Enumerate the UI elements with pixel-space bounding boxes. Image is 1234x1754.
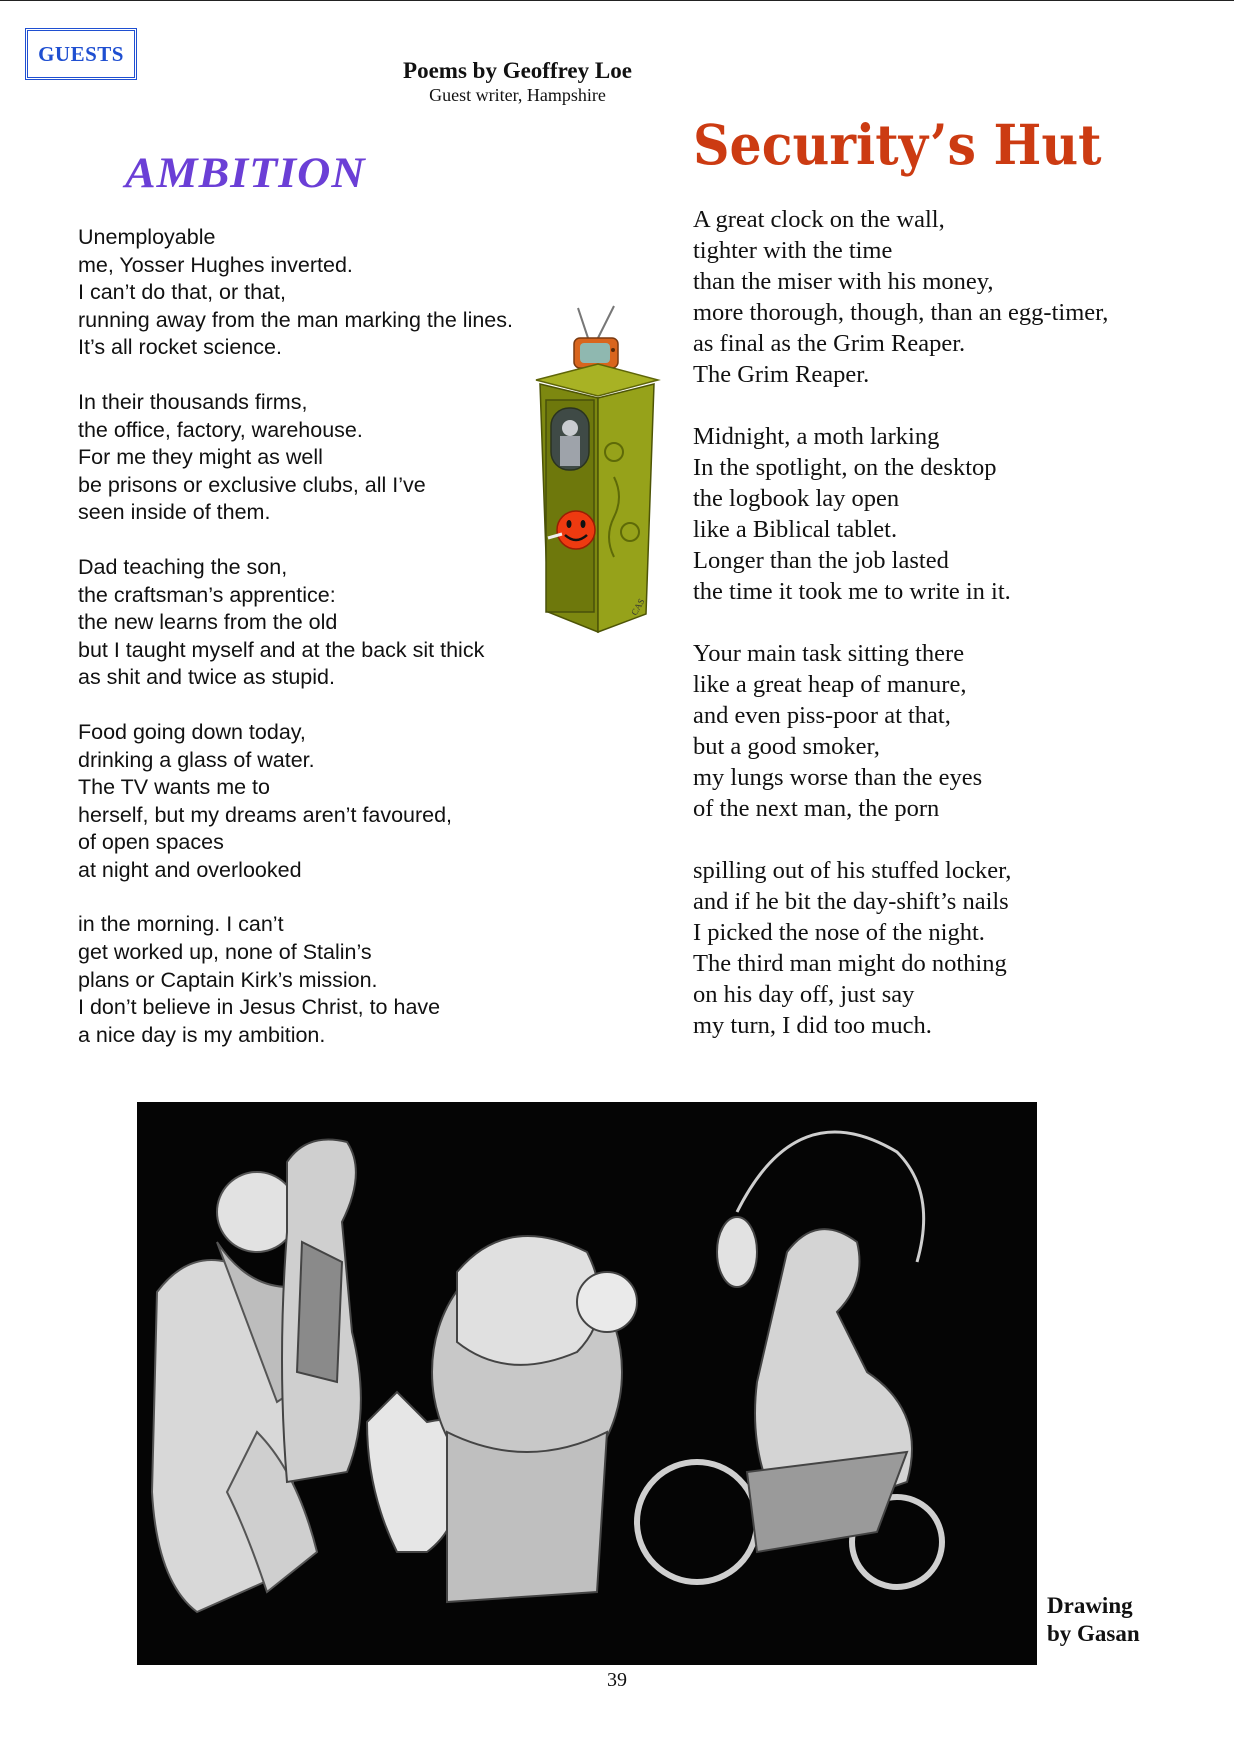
poem-line: of the next man, the porn	[693, 795, 940, 822]
poem-line: than the miser with his money,	[693, 268, 994, 295]
security-hut-illustration	[518, 302, 676, 637]
poem-line: Your main task sitting there	[693, 640, 965, 667]
page-number: 39	[607, 1669, 627, 1691]
poem-line: the time it took me to write in it.	[693, 578, 1011, 605]
poem-line: The Grim Reaper.	[693, 361, 870, 388]
poem-line: For me they might as well	[78, 445, 323, 470]
drawing-credit	[1047, 1592, 1140, 1648]
poem-line: Food going down today,	[78, 719, 306, 744]
poem-line: on his day off, just say	[693, 981, 915, 1008]
poem-line: The third man might do nothing	[693, 950, 1007, 977]
poem-line: It’s all rocket science.	[78, 335, 282, 360]
section-label: GUESTS	[38, 41, 124, 66]
poem-line: and even piss-poor at that,	[693, 702, 951, 729]
poem-line: Midnight, a moth larking	[693, 423, 940, 450]
poem-line: like a great heap of manure,	[693, 671, 967, 698]
poem-line: my turn, I did too much.	[693, 1012, 932, 1039]
poem-line: seen inside of them.	[78, 500, 271, 525]
standing-woman	[282, 1140, 361, 1483]
credit-line: by Gasan	[1047, 1621, 1140, 1646]
byline	[355, 58, 680, 106]
stanza	[78, 554, 558, 692]
poem-line: Unemployable	[78, 225, 216, 249]
poem-line: get worked up, none of Stalin’s	[78, 940, 372, 965]
stanza	[78, 719, 558, 885]
credit-line: Drawing	[1047, 1593, 1133, 1618]
tv-icon	[574, 306, 618, 368]
poem-line: as final as the Grim Reaper.	[693, 330, 966, 357]
poem-line: in the morning. I can’t	[78, 912, 284, 937]
poem-line: In their thousands firms,	[78, 389, 308, 414]
poem-line: the logbook lay open	[693, 485, 900, 512]
poem-title-ambition: AMBITION	[125, 148, 366, 197]
poem-line: I picked the nose of the night.	[693, 919, 985, 946]
poem-line: a nice day is my ambition.	[78, 1022, 326, 1047]
poem-line: the new learns from the old	[78, 610, 338, 635]
poem-ambition	[78, 224, 558, 1076]
poem-line: my lungs worse than the eyes	[693, 764, 983, 791]
poem-line: at night and overlooked	[78, 857, 302, 882]
poem-security-hut	[693, 204, 1173, 1072]
stanza	[693, 638, 1173, 824]
poem-line: and if he bit the day-shift’s nails	[693, 888, 1009, 915]
section-badge	[25, 28, 137, 80]
poem-line: like a Biblical tablet.	[693, 516, 898, 543]
poem-line: plans or Captain Kirk’s mission.	[78, 967, 378, 992]
hut-body	[536, 364, 658, 632]
poem-line: I don’t believe in Jesus Christ, to have	[78, 995, 441, 1020]
poem-line: running away from the man marking the lines.	[78, 307, 513, 332]
poem-line: I can’t do that, or that,	[78, 280, 286, 305]
poem-line: but I taught myself and at the back sit thick	[78, 637, 485, 662]
stanza	[78, 224, 558, 362]
poem-line: herself, but my dreams aren’t favoured,	[78, 802, 453, 827]
stanza	[693, 204, 1173, 390]
poem-line: of open spaces	[78, 830, 224, 855]
poem-line: be prisons or exclusive clubs, all I’ve	[78, 472, 426, 497]
poem-line: but a good smoker,	[693, 733, 880, 760]
top-rule	[0, 0, 1234, 1]
poem-line: the office, factory, warehouse.	[78, 417, 363, 442]
byline-title: Poems by Geoffrey Loe	[403, 58, 632, 83]
poem-line: spilling out of his stuffed locker,	[693, 857, 1012, 884]
poem-line: drinking a glass of water.	[78, 747, 315, 772]
poem-line: as shit and twice as stupid.	[78, 665, 335, 690]
stanza	[78, 389, 558, 527]
poem-line: In the spotlight, on the desktop	[693, 454, 997, 481]
poem-title-security-hut: Security’s Hut	[693, 112, 1102, 177]
poem-line: The TV wants me to	[78, 775, 270, 800]
stanza	[693, 855, 1173, 1041]
byline-subtitle: Guest writer, Hampshire	[429, 85, 606, 105]
poem-line: tighter with the time	[693, 237, 893, 264]
poem-line: me, Yosser Hughes inverted.	[78, 252, 353, 277]
drawing-artwork	[137, 1102, 1037, 1665]
poem-line: Longer than the job lasted	[693, 547, 949, 574]
stanza	[78, 911, 558, 1049]
poem-line: Dad teaching the son,	[78, 554, 288, 579]
artist-signature: CAS	[629, 596, 647, 617]
poem-line: more thorough, though, than an egg-timer,	[693, 299, 1109, 326]
poem-line: A great clock on the wall,	[693, 206, 945, 233]
poem-line: the craftsman’s apprentice:	[78, 582, 336, 607]
stanza	[693, 421, 1173, 607]
